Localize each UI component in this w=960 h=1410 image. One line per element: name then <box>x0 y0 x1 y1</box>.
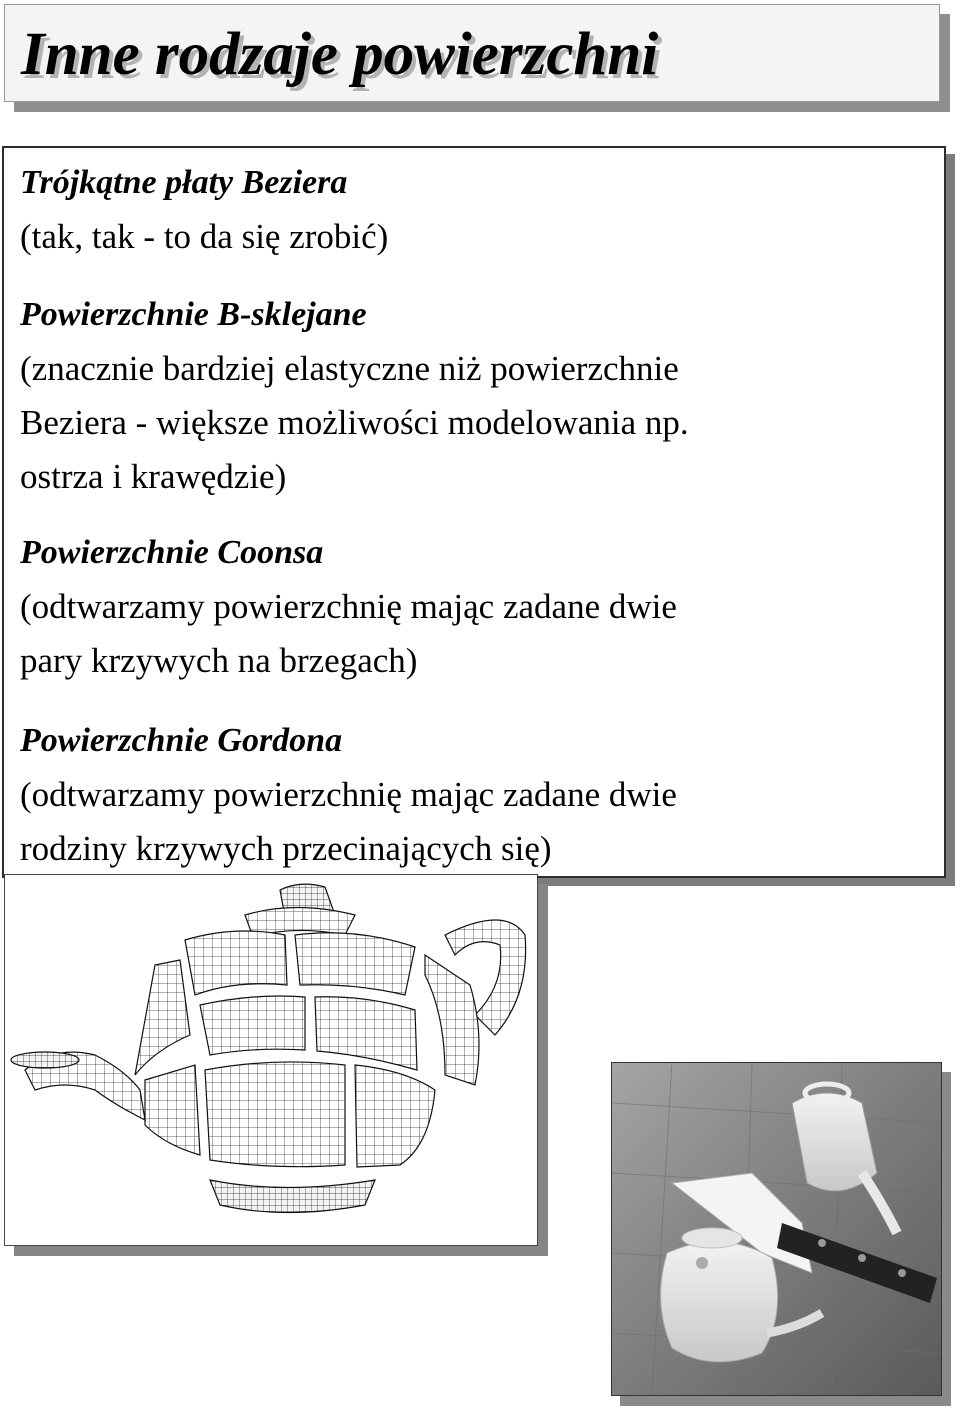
teapot-wireframe-figure <box>4 874 538 1246</box>
section-line: (odtwarzamy powierzchnię mając zadane dwie <box>20 587 677 626</box>
section-line: pary krzywych na brzegach) <box>20 641 418 680</box>
teapot-body-patch <box>295 933 415 995</box>
teapot-spout-tip <box>11 1052 79 1068</box>
rendered-teapot-photo <box>611 1062 942 1396</box>
teapot-body-patch <box>355 1065 435 1167</box>
teapot-body-patch <box>200 996 305 1055</box>
teapot-body-patch <box>145 1065 200 1155</box>
section-gordon <box>20 714 930 876</box>
teapot-body-patch <box>315 997 417 1070</box>
title-box <box>4 4 940 102</box>
section-heading: Trójkątne płaty Beziera <box>20 164 348 201</box>
section-bezier-triangles <box>20 156 930 264</box>
section-line: ostrza i krawędzie) <box>20 457 287 496</box>
teapot-body-patch <box>205 1062 345 1167</box>
section-line: (znacznie bardziej elastyczne niż powierzchnie <box>20 349 679 388</box>
section-heading: Powierzchnie Gordona <box>20 722 343 759</box>
section-line: rodziny krzywych przecinających się) <box>20 829 552 868</box>
slide-title: Inne rodzaje powierzchni <box>21 21 659 88</box>
section-line: (tak, tak - to da się zrobić) <box>20 217 389 256</box>
content-box <box>2 146 946 878</box>
section-heading: Powierzchnie B-sklejane <box>20 296 367 333</box>
section-coons <box>20 526 930 688</box>
teapot-body-patch <box>185 931 287 995</box>
teapot-bottom-patch <box>210 1180 375 1213</box>
teapot-body-patch <box>135 960 190 1075</box>
teapot-body-patch <box>425 955 479 1085</box>
section-line: Beziera - większe możliwości modelowania np. <box>20 403 689 442</box>
section-b-spline <box>20 288 930 504</box>
section-line: (odtwarzamy powierzchnię mając zadane dwie <box>20 775 677 814</box>
section-heading: Powierzchnie Coonsa <box>20 534 324 571</box>
